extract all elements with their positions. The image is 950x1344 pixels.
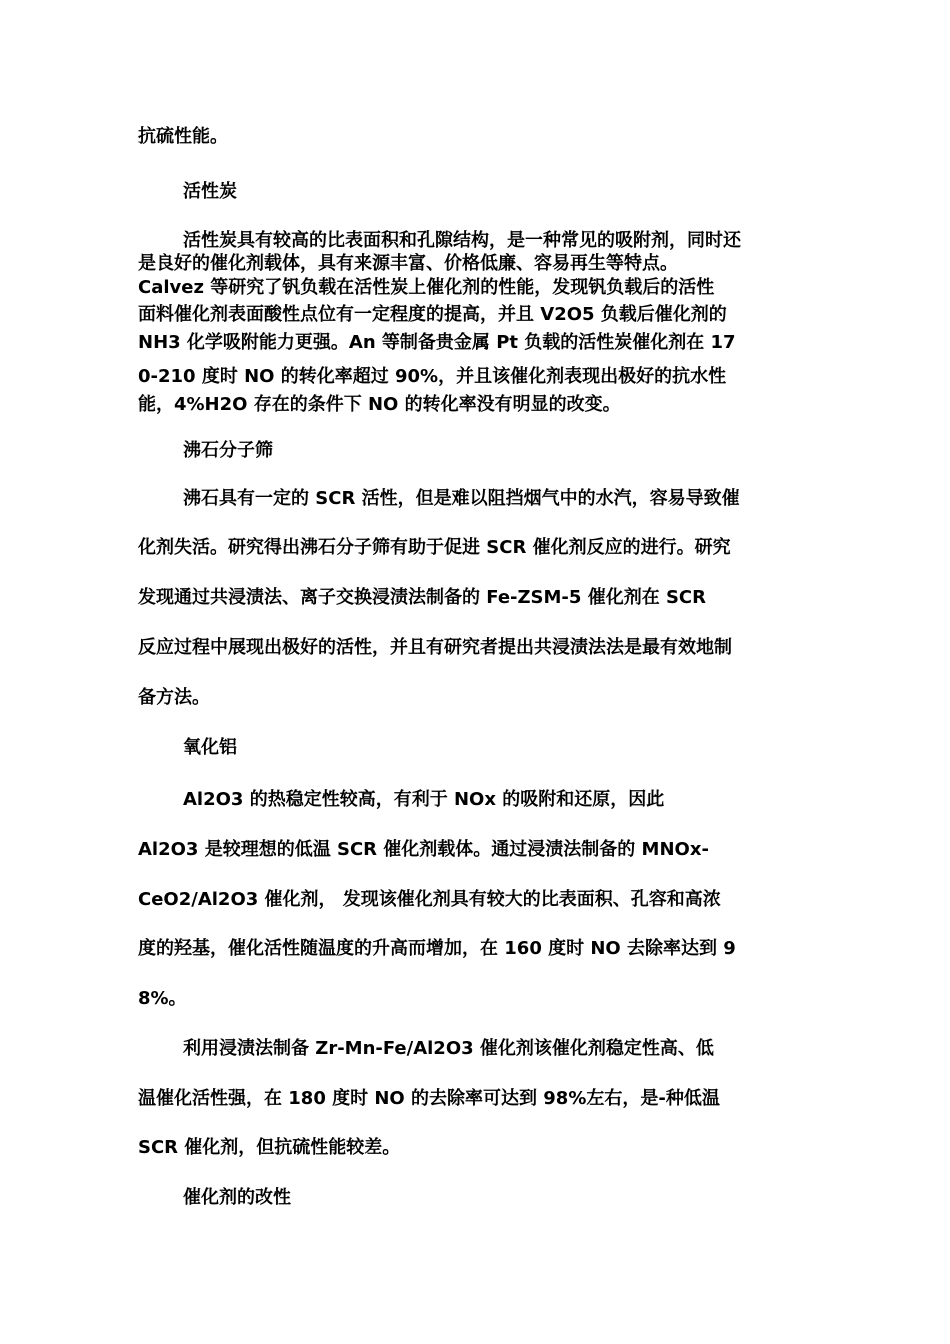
paragraph-line: 反应过程中展现出极好的活性，并且有研究者提出共浸渍法法是最有效地制 [138, 637, 732, 658]
paragraph-line: 温催化活性强，在 180 度时 NO 的去除率可达到 98%左右，是-种低温 [138, 1088, 720, 1109]
paragraph-line: 备方法。 [138, 687, 210, 708]
paragraph-line: NH3 化学吸附能力更强。An 等制备贵金属 Pt 负载的活性炭催化剂在 17 [138, 332, 736, 353]
paragraph-line: 面料催化剂表面酸性点位有一定程度的提高，并且 V2O5 负载后催化剂的 [138, 304, 727, 325]
paragraph-line: 0-210 度时 NO 的转化率超过 90%，并且该催化剂表现出极好的抗水性 [138, 366, 727, 387]
paragraph-line: 沸石具有一定的 SCR 活性，但是难以阻挡烟气中的水汽，容易导致催 [183, 488, 740, 509]
paragraph-line: 抗硫性能。 [138, 126, 228, 147]
paragraph-line: 能，4%H2O 存在的条件下 NO 的转化率没有明显的改变。 [138, 394, 621, 415]
paragraph-line: 是良好的催化剂载体，具有来源丰富、价格低廉、容易再生等特点。 [138, 253, 678, 274]
paragraph-line: 活性炭具有较高的比表面积和孔隙结构，是一种常见的吸附剂，同时还 [183, 230, 741, 251]
section-heading-alumina: 氧化铝 [183, 737, 237, 758]
paragraph-line: 度的羟基，催化活性随温度的升高而增加，在 160 度时 NO 去除率达到 9 [138, 938, 736, 959]
paragraph-line: 化剂失活。研究得出沸石分子筛有助于促进 SCR 催化剂反应的进行。研究 [138, 537, 731, 558]
section-heading-zeolite: 沸石分子筛 [183, 440, 273, 461]
paragraph-line: 8%。 [138, 988, 187, 1009]
paragraph-line: 利用浸渍法制备 Zr-Mn-Fe/Al2O3 催化剂该催化剂稳定性高、低 [183, 1038, 714, 1059]
paragraph-line: Calvez 等研究了钒负载在活性炭上催化剂的性能，发现钒负载后的活性 [138, 277, 715, 298]
section-heading-catalyst-modification: 催化剂的改性 [183, 1187, 291, 1208]
paragraph-line: 发现通过共浸渍法、离子交换浸渍法制备的 Fe-ZSM-5 催化剂在 SCR [138, 587, 706, 608]
paragraph-line: CeO2/Al2O3 催化剂， 发现该催化剂具有较大的比表面积、孔容和高浓 [138, 889, 721, 910]
paragraph-line: Al2O3 的热稳定性较高，有利于 NOx 的吸附和还原，因此 [183, 789, 665, 810]
section-heading-activated-carbon: 活性炭 [183, 181, 237, 202]
paragraph-line: SCR 催化剂，但抗硫性能较差。 [138, 1137, 401, 1158]
paragraph-line: Al2O3 是较理想的低温 SCR 催化剂载体。通过浸渍法制备的 MNOx- [138, 839, 709, 860]
